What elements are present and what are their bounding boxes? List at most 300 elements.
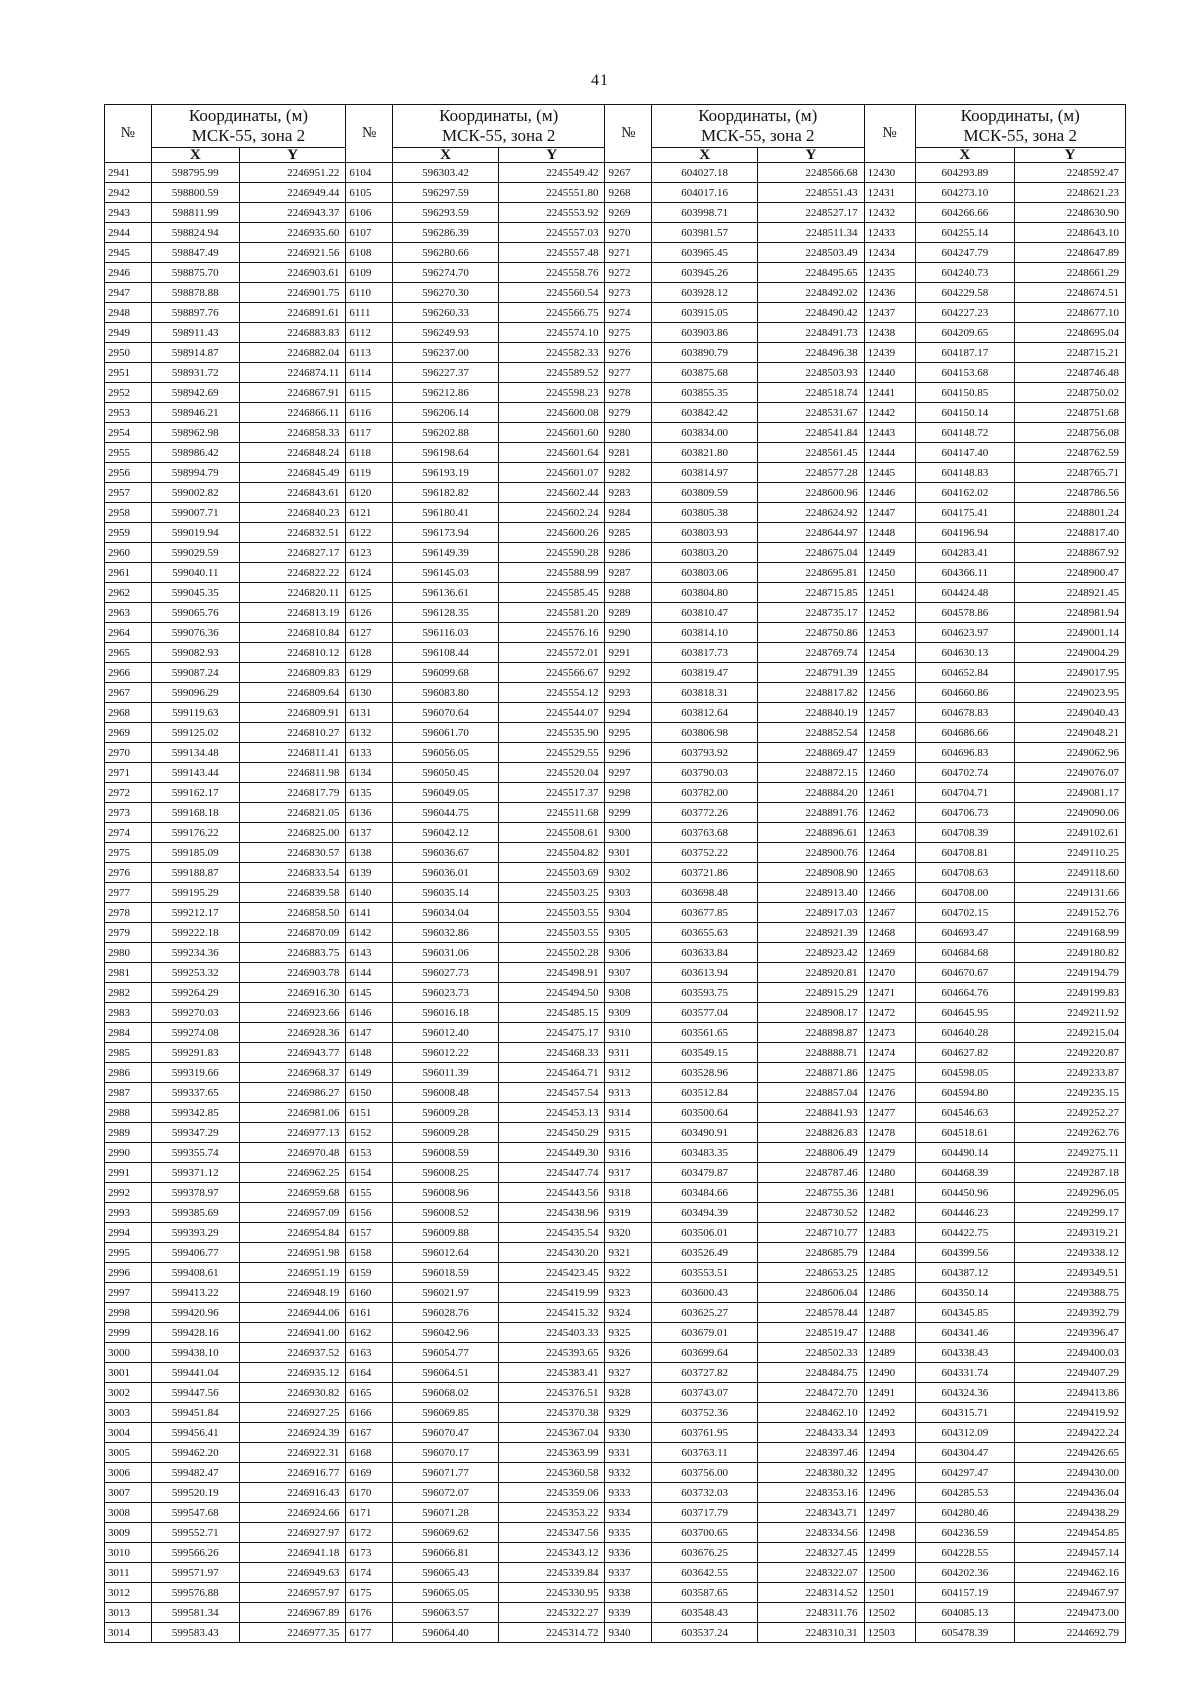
coord-y-cell: 2246937.52: [240, 1343, 346, 1363]
point-number-cell: 12440: [864, 363, 915, 383]
coord-x-cell: 596056.05: [392, 743, 498, 763]
coord-y-cell: 2248908.17: [758, 1003, 864, 1023]
coord-y-cell: 2248891.76: [758, 803, 864, 823]
coord-y-cell: 2245363.99: [499, 1443, 605, 1463]
table-row: [105, 523, 1126, 543]
point-number-cell: 6112: [346, 323, 393, 343]
table-row: [105, 963, 1126, 983]
point-number-cell: 2998: [105, 1303, 152, 1323]
coord-x-cell: 598847.49: [151, 243, 240, 263]
point-number-cell: 9323: [605, 1283, 652, 1303]
coord-x-cell: 596303.42: [392, 163, 498, 183]
coord-x-cell: 603613.94: [651, 963, 757, 983]
point-number-cell: 2961: [105, 563, 152, 583]
table-row: [105, 763, 1126, 783]
point-number-cell: 12495: [864, 1463, 915, 1483]
coord-x-cell: 599408.61: [151, 1263, 240, 1283]
point-number-cell: 9338: [605, 1583, 652, 1603]
coord-x-cell: 596065.43: [392, 1563, 498, 1583]
coord-y-cell: 2248841.93: [758, 1103, 864, 1123]
coord-x-cell: 603561.65: [651, 1023, 757, 1043]
table-row: [105, 1063, 1126, 1083]
coord-x-cell: 596044.75: [392, 803, 498, 823]
coord-x-cell: 599270.03: [151, 1003, 240, 1023]
point-number-cell: 3014: [105, 1623, 152, 1643]
coord-x-cell: 596012.22: [392, 1043, 498, 1063]
coord-y-cell: 2248578.44: [758, 1303, 864, 1323]
coord-y-cell: 2245511.68: [499, 803, 605, 823]
coord-x-cell: 599420.96: [151, 1303, 240, 1323]
point-number-cell: 9302: [605, 863, 652, 883]
coord-x-cell: 596071.28: [392, 1503, 498, 1523]
coord-x-cell: 603676.25: [651, 1543, 757, 1563]
coord-x-cell: 599029.59: [151, 543, 240, 563]
coord-y-cell: 2246962.25: [240, 1163, 346, 1183]
coord-x-cell: 596061.70: [392, 723, 498, 743]
coord-y-cell: 2245503.55: [499, 923, 605, 943]
point-number-cell: 12499: [864, 1543, 915, 1563]
table-row: [105, 1243, 1126, 1263]
point-number-cell: 9296: [605, 743, 652, 763]
point-number-cell: 12481: [864, 1183, 915, 1203]
point-number-cell: 12457: [864, 703, 915, 723]
point-number-cell: 9300: [605, 823, 652, 843]
coord-x-cell: 604324.36: [915, 1383, 1015, 1403]
point-number-cell: 12494: [864, 1443, 915, 1463]
coord-x-cell: 598914.87: [151, 343, 240, 363]
coord-y-cell: 2248920.81: [758, 963, 864, 983]
coord-y-cell: 2248751.68: [1015, 403, 1126, 423]
coord-x-cell: 603763.11: [651, 1443, 757, 1463]
table-row: [105, 683, 1126, 703]
point-number-cell: 9314: [605, 1103, 652, 1123]
coord-y-cell: 2249090.06: [1015, 803, 1126, 823]
coord-y-cell: 2248621.23: [1015, 183, 1126, 203]
coord-y-cell: 2249454.85: [1015, 1523, 1126, 1543]
coord-x-cell: 598911.43: [151, 323, 240, 343]
point-number-cell: 6104: [346, 163, 393, 183]
coord-y-cell: 2246830.57: [240, 843, 346, 863]
coord-y-cell: 2248872.15: [758, 763, 864, 783]
group-title-line1: Координаты, (м): [698, 106, 818, 125]
point-number-cell: 9267: [605, 163, 652, 183]
table-row: [105, 1303, 1126, 1323]
coord-x-cell: 599355.74: [151, 1143, 240, 1163]
coord-y-cell: 2249400.03: [1015, 1343, 1126, 1363]
table-row: [105, 1323, 1126, 1343]
coord-x-cell: 599274.08: [151, 1023, 240, 1043]
coord-x-cell: 603526.49: [651, 1243, 757, 1263]
point-number-cell: 2993: [105, 1203, 152, 1223]
coord-x-cell: 604315.71: [915, 1403, 1015, 1423]
coord-x-cell: 603890.79: [651, 343, 757, 363]
coord-y-cell: 2246882.04: [240, 343, 346, 363]
coord-x-cell: 596064.40: [392, 1623, 498, 1643]
point-number-cell: 2988: [105, 1103, 152, 1123]
coord-y-cell: 2249102.61: [1015, 823, 1126, 843]
coord-x-cell: 604283.41: [915, 543, 1015, 563]
coord-y-cell: 2249422.24: [1015, 1423, 1126, 1443]
coord-x-cell: 604518.61: [915, 1123, 1015, 1143]
point-number-cell: 2976: [105, 863, 152, 883]
coord-x-cell: 604490.14: [915, 1143, 1015, 1163]
point-number-cell: 12468: [864, 923, 915, 943]
coord-x-cell: 599438.10: [151, 1343, 240, 1363]
point-number-cell: 2949: [105, 323, 152, 343]
coord-y-cell: 2248896.61: [758, 823, 864, 843]
coord-y-cell: 2246817.79: [240, 783, 346, 803]
point-number-cell: 2942: [105, 183, 152, 203]
point-number-cell: 12479: [864, 1143, 915, 1163]
coord-y-cell: 2246977.13: [240, 1123, 346, 1143]
column-header-number-4: №: [864, 105, 915, 163]
coord-x-cell: 604236.59: [915, 1523, 1015, 1543]
point-number-cell: 12460: [864, 763, 915, 783]
coord-x-cell: 603804.80: [651, 583, 757, 603]
coord-y-cell: 2249023.95: [1015, 683, 1126, 703]
coord-y-cell: 2246903.78: [240, 963, 346, 983]
group-title-line2: МСК-55, зона 2: [963, 126, 1077, 145]
coord-y-cell: 2248606.04: [758, 1283, 864, 1303]
coord-y-cell: 2249349.51: [1015, 1263, 1126, 1283]
coord-y-cell: 2246901.75: [240, 283, 346, 303]
coord-y-cell: 2248746.48: [1015, 363, 1126, 383]
coord-y-cell: 2248817.40: [1015, 523, 1126, 543]
coord-y-cell: 2248840.19: [758, 703, 864, 723]
point-number-cell: 9336: [605, 1543, 652, 1563]
coord-x-cell: 599576.88: [151, 1583, 240, 1603]
coord-y-cell: 2248462.10: [758, 1403, 864, 1423]
coord-x-cell: 603821.80: [651, 443, 757, 463]
coord-y-cell: 2246923.66: [240, 1003, 346, 1023]
coord-y-cell: 2248908.90: [758, 863, 864, 883]
point-number-cell: 12461: [864, 783, 915, 803]
point-number-cell: 9299: [605, 803, 652, 823]
coord-x-cell: 603677.85: [651, 903, 757, 923]
table-row: [105, 623, 1126, 643]
coord-x-cell: 599087.24: [151, 663, 240, 683]
point-number-cell: 2962: [105, 583, 152, 603]
coord-x-cell: 604085.13: [915, 1603, 1015, 1623]
coord-x-cell: 599264.29: [151, 983, 240, 1003]
coord-x-cell: 596034.04: [392, 903, 498, 923]
table-row: [105, 223, 1126, 243]
coord-y-cell: 2245330.95: [499, 1583, 605, 1603]
coord-x-cell: 599319.66: [151, 1063, 240, 1083]
coord-y-cell: 2249419.92: [1015, 1403, 1126, 1423]
coord-x-cell: 603903.86: [651, 323, 757, 343]
coord-x-cell: 604546.63: [915, 1103, 1015, 1123]
coord-y-cell: 2246883.83: [240, 323, 346, 343]
point-number-cell: 9289: [605, 603, 652, 623]
point-number-cell: 9334: [605, 1503, 652, 1523]
coord-x-cell: 603699.64: [651, 1343, 757, 1363]
point-number-cell: 9298: [605, 783, 652, 803]
coord-x-cell: 599019.94: [151, 523, 240, 543]
point-number-cell: 6134: [346, 763, 393, 783]
coord-x-cell: 599371.12: [151, 1163, 240, 1183]
coord-y-cell: 2245582.33: [499, 343, 605, 363]
table-row: [105, 1283, 1126, 1303]
coord-x-cell: 596070.64: [392, 703, 498, 723]
coord-y-cell: 2248675.04: [758, 543, 864, 563]
coord-x-cell: 604702.74: [915, 763, 1015, 783]
coord-y-cell: 2246921.56: [240, 243, 346, 263]
coord-x-cell: 604153.68: [915, 363, 1015, 383]
point-number-cell: 6110: [346, 283, 393, 303]
coord-y-cell: 2248923.42: [758, 943, 864, 963]
coord-x-cell: 599045.35: [151, 583, 240, 603]
coord-x-cell: 599188.87: [151, 863, 240, 883]
coord-x-cell: 596066.81: [392, 1543, 498, 1563]
coord-y-cell: 2245588.99: [499, 563, 605, 583]
coord-y-cell: 2249287.18: [1015, 1163, 1126, 1183]
coord-x-cell: 598897.76: [151, 303, 240, 323]
point-number-cell: 6118: [346, 443, 393, 463]
coord-y-cell: 2245598.23: [499, 383, 605, 403]
point-number-cell: 2965: [105, 643, 152, 663]
column-header-x: X: [915, 148, 1015, 163]
point-number-cell: 9301: [605, 843, 652, 863]
coord-y-cell: 2246977.35: [240, 1623, 346, 1643]
coord-x-cell: 604660.86: [915, 683, 1015, 703]
coord-y-cell: 2249220.87: [1015, 1043, 1126, 1063]
point-number-cell: 9274: [605, 303, 652, 323]
coord-y-cell: 2248397.46: [758, 1443, 864, 1463]
point-number-cell: 12438: [864, 323, 915, 343]
coord-y-cell: 2248817.82: [758, 683, 864, 703]
coord-y-cell: 2249001.14: [1015, 623, 1126, 643]
column-group-header-2: [392, 105, 605, 148]
coord-y-cell: 2249426.65: [1015, 1443, 1126, 1463]
point-number-cell: 9295: [605, 723, 652, 743]
point-number-cell: 3006: [105, 1463, 152, 1483]
page-number: 41: [591, 72, 609, 89]
table-row: [105, 1223, 1126, 1243]
point-number-cell: 12441: [864, 383, 915, 403]
coord-y-cell: 2248327.45: [758, 1543, 864, 1563]
coord-x-cell: 599413.22: [151, 1283, 240, 1303]
coord-x-cell: 596202.88: [392, 423, 498, 443]
point-number-cell: 12497: [864, 1503, 915, 1523]
coord-y-cell: 2249296.05: [1015, 1183, 1126, 1203]
coord-y-cell: 2245554.12: [499, 683, 605, 703]
coord-y-cell: 2245419.99: [499, 1283, 605, 1303]
point-number-cell: 6133: [346, 743, 393, 763]
point-number-cell: 3009: [105, 1523, 152, 1543]
point-number-cell: 2946: [105, 263, 152, 283]
coord-x-cell: 599547.68: [151, 1503, 240, 1523]
coord-y-cell: 2245601.60: [499, 423, 605, 443]
column-group-header-1: [151, 105, 346, 148]
coord-x-cell: 596008.52: [392, 1203, 498, 1223]
coord-x-cell: 603855.35: [651, 383, 757, 403]
point-number-cell: 9337: [605, 1563, 652, 1583]
coord-y-cell: 2249152.76: [1015, 903, 1126, 923]
coord-x-cell: 599456.41: [151, 1423, 240, 1443]
point-number-cell: 9280: [605, 423, 652, 443]
coord-x-cell: 603782.00: [651, 783, 757, 803]
point-number-cell: 2987: [105, 1083, 152, 1103]
point-number-cell: 9291: [605, 643, 652, 663]
coord-x-cell: 603834.00: [651, 423, 757, 443]
coord-y-cell: 2245572.01: [499, 643, 605, 663]
coord-y-cell: 2249235.15: [1015, 1083, 1126, 1103]
coord-x-cell: 596108.44: [392, 643, 498, 663]
point-number-cell: 3008: [105, 1503, 152, 1523]
point-number-cell: 6151: [346, 1103, 393, 1123]
coord-y-cell: 2249180.82: [1015, 943, 1126, 963]
coord-x-cell: 604678.83: [915, 703, 1015, 723]
point-number-cell: 6163: [346, 1343, 393, 1363]
point-number-cell: 12469: [864, 943, 915, 963]
coord-y-cell: 2245504.82: [499, 843, 605, 863]
point-number-cell: 12473: [864, 1023, 915, 1043]
coord-x-cell: 603945.26: [651, 263, 757, 283]
coord-x-cell: 604273.10: [915, 183, 1015, 203]
coord-y-cell: 2246833.54: [240, 863, 346, 883]
coord-y-cell: 2246820.11: [240, 583, 346, 603]
coord-x-cell: 596008.25: [392, 1163, 498, 1183]
coord-x-cell: 603548.43: [651, 1603, 757, 1623]
table-row: [105, 323, 1126, 343]
coord-y-cell: 2245517.37: [499, 783, 605, 803]
point-number-cell: 9292: [605, 663, 652, 683]
coord-y-cell: 2248787.46: [758, 1163, 864, 1183]
coord-y-cell: 2246943.37: [240, 203, 346, 223]
coord-x-cell: 603490.91: [651, 1123, 757, 1143]
coord-x-cell: 603810.47: [651, 603, 757, 623]
table-row: [105, 183, 1126, 203]
coord-y-cell: 2245485.15: [499, 1003, 605, 1023]
point-number-cell: 12487: [864, 1303, 915, 1323]
coord-x-cell: 604187.17: [915, 343, 1015, 363]
coord-y-cell: 2249233.87: [1015, 1063, 1126, 1083]
coord-y-cell: 2249004.29: [1015, 643, 1126, 663]
coord-y-cell: 2246883.75: [240, 943, 346, 963]
point-number-cell: 6147: [346, 1023, 393, 1043]
coord-y-cell: 2245544.07: [499, 703, 605, 723]
coord-y-cell: 2249430.00: [1015, 1463, 1126, 1483]
point-number-cell: 9311: [605, 1043, 652, 1063]
point-number-cell: 6119: [346, 463, 393, 483]
coord-x-cell: 603512.84: [651, 1083, 757, 1103]
point-number-cell: 3007: [105, 1483, 152, 1503]
point-number-cell: 6176: [346, 1603, 393, 1623]
coord-x-cell: 599337.65: [151, 1083, 240, 1103]
table-row: [105, 743, 1126, 763]
coord-x-cell: 603875.68: [651, 363, 757, 383]
coord-x-cell: 604704.71: [915, 783, 1015, 803]
coord-x-cell: 596042.12: [392, 823, 498, 843]
point-number-cell: 9282: [605, 463, 652, 483]
table-row: [105, 1503, 1126, 1523]
point-number-cell: 12435: [864, 263, 915, 283]
coord-x-cell: 598824.94: [151, 223, 240, 243]
point-number-cell: 6172: [346, 1523, 393, 1543]
point-number-cell: 6123: [346, 543, 393, 563]
coord-x-cell: 596149.39: [392, 543, 498, 563]
coord-x-cell: 604017.16: [651, 183, 757, 203]
point-number-cell: 12442: [864, 403, 915, 423]
point-number-cell: 6154: [346, 1163, 393, 1183]
table-row: [105, 463, 1126, 483]
coord-y-cell: 2248857.04: [758, 1083, 864, 1103]
table-row: [105, 923, 1126, 943]
coord-y-cell: 2248685.79: [758, 1243, 864, 1263]
coord-y-cell: 2245585.45: [499, 583, 605, 603]
group-title-line2: МСК-55, зона 2: [191, 126, 306, 145]
coord-y-cell: 2248600.96: [758, 483, 864, 503]
point-number-cell: 6120: [346, 483, 393, 503]
coord-y-cell: 2245449.30: [499, 1143, 605, 1163]
point-number-cell: 9340: [605, 1623, 652, 1643]
coord-y-cell: 2245370.38: [499, 1403, 605, 1423]
point-number-cell: 9332: [605, 1463, 652, 1483]
coord-x-cell: 604708.00: [915, 883, 1015, 903]
point-number-cell: 2995: [105, 1243, 152, 1263]
coord-y-cell: 2245453.13: [499, 1103, 605, 1123]
coord-x-cell: 604686.66: [915, 723, 1015, 743]
point-number-cell: 6145: [346, 983, 393, 1003]
point-number-cell: 12501: [864, 1583, 915, 1603]
table-row: [105, 723, 1126, 743]
point-number-cell: 12454: [864, 643, 915, 663]
coord-y-cell: 2248353.16: [758, 1483, 864, 1503]
coord-x-cell: 603772.26: [651, 803, 757, 823]
coord-y-cell: 2246845.49: [240, 463, 346, 483]
point-number-cell: 6155: [346, 1183, 393, 1203]
coord-x-cell: 599441.04: [151, 1363, 240, 1383]
point-number-cell: 6152: [346, 1123, 393, 1143]
coord-x-cell: 604399.56: [915, 1243, 1015, 1263]
point-number-cell: 9304: [605, 903, 652, 923]
point-number-cell: 2992: [105, 1183, 152, 1203]
coord-y-cell: 2248624.92: [758, 503, 864, 523]
point-number-cell: 2954: [105, 423, 152, 443]
point-number-cell: 9272: [605, 263, 652, 283]
coord-y-cell: 2246922.31: [240, 1443, 346, 1463]
point-number-cell: 6162: [346, 1323, 393, 1343]
coord-y-cell: 2246874.11: [240, 363, 346, 383]
coord-x-cell: 603805.38: [651, 503, 757, 523]
coord-x-cell: 604578.86: [915, 603, 1015, 623]
coord-y-cell: 2246843.61: [240, 483, 346, 503]
coord-x-cell: 604450.96: [915, 1183, 1015, 1203]
column-header-y: Y: [240, 148, 346, 163]
coord-x-cell: 604240.73: [915, 263, 1015, 283]
table-row: [105, 1383, 1126, 1403]
point-number-cell: 2980: [105, 943, 152, 963]
coord-y-cell: 2248561.45: [758, 443, 864, 463]
point-number-cell: 2978: [105, 903, 152, 923]
coord-y-cell: 2248677.10: [1015, 303, 1126, 323]
coord-x-cell: 604706.73: [915, 803, 1015, 823]
coord-y-cell: 2245557.48: [499, 243, 605, 263]
coord-x-cell: 596049.05: [392, 783, 498, 803]
table-row: [105, 443, 1126, 463]
point-number-cell: 12462: [864, 803, 915, 823]
coord-x-cell: 596009.28: [392, 1123, 498, 1143]
coord-x-cell: 596009.28: [392, 1103, 498, 1123]
coord-y-cell: 2246903.61: [240, 263, 346, 283]
coord-y-cell: 2248913.40: [758, 883, 864, 903]
table-row: [105, 283, 1126, 303]
coord-y-cell: 2245322.27: [499, 1603, 605, 1623]
coord-x-cell: 596012.40: [392, 1023, 498, 1043]
coord-x-cell: 599393.29: [151, 1223, 240, 1243]
point-number-cell: 6160: [346, 1283, 393, 1303]
